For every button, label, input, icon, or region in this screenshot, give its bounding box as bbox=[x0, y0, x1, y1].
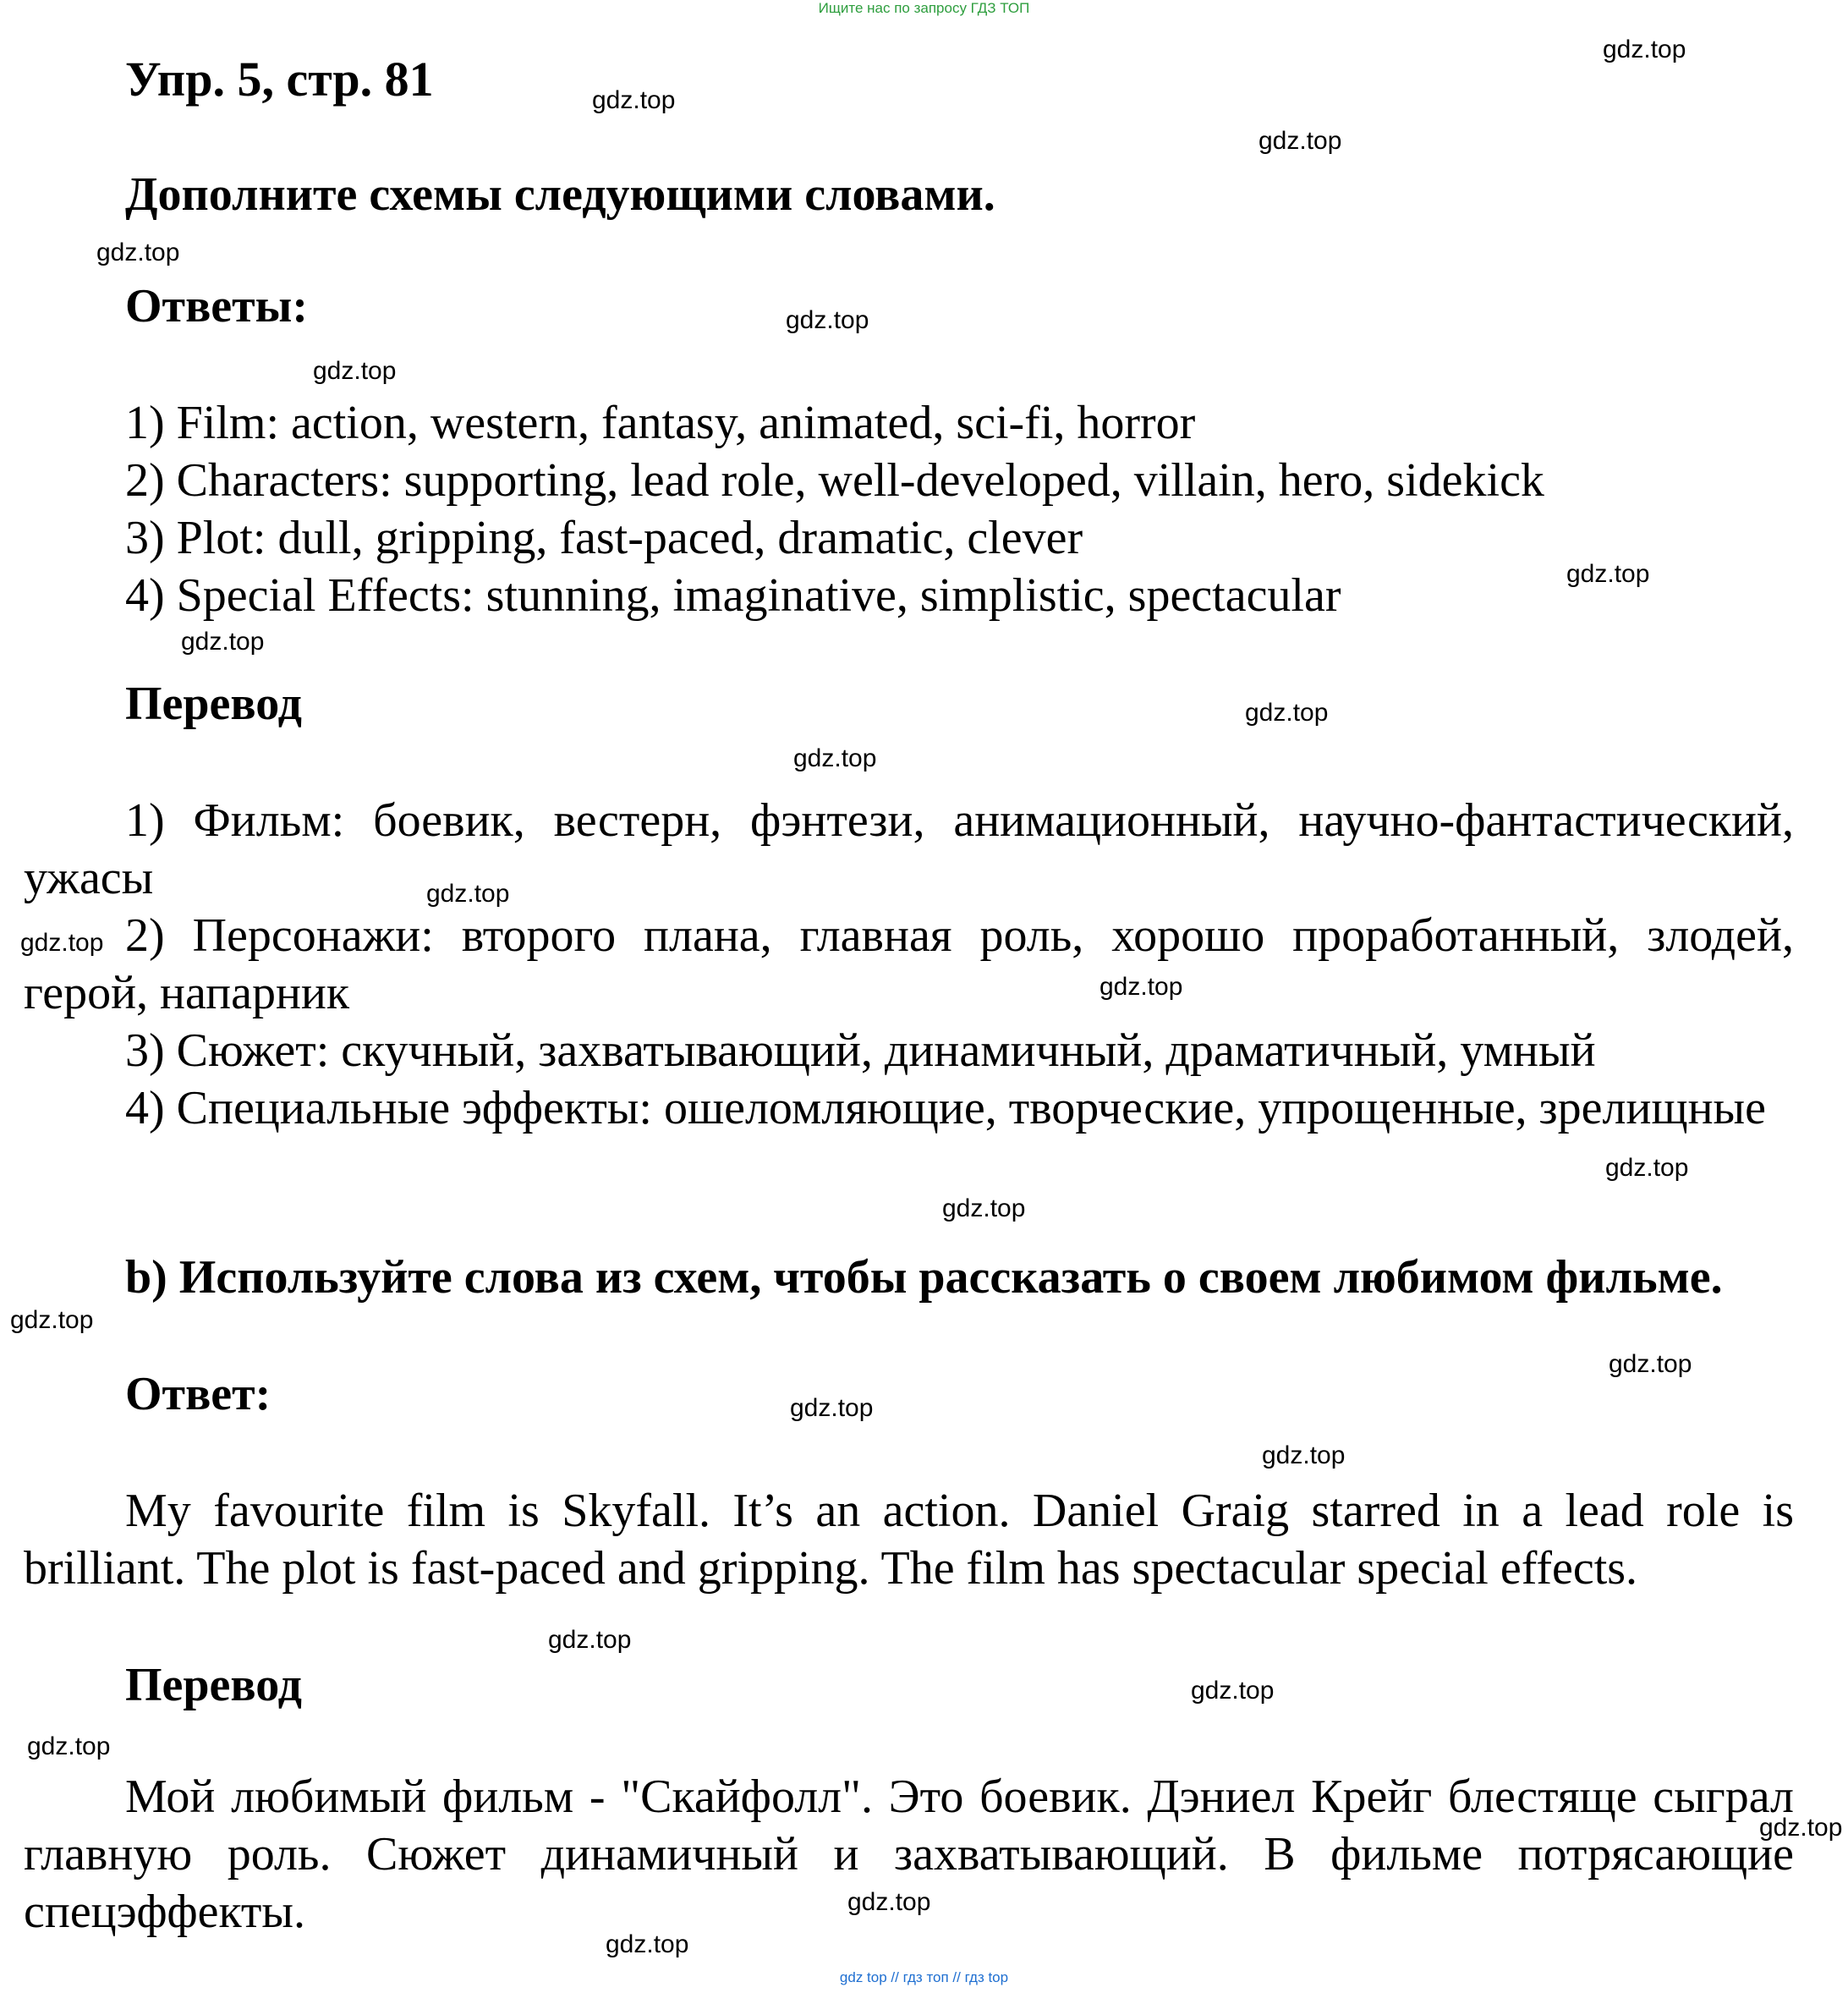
watermark: gdz.top bbox=[1191, 1677, 1275, 1705]
watermark: gdz.top bbox=[1259, 127, 1342, 155]
answer-item-characters: 2) Characters: supporting, lead role, well-developed, villain, hero, sidekick bbox=[125, 454, 1544, 507]
watermark: gdz.top bbox=[1759, 1814, 1843, 1842]
answers-heading: Ответы: bbox=[125, 280, 309, 332]
watermark: gdz.top bbox=[1609, 1350, 1692, 1378]
watermark: gdz.top bbox=[426, 880, 510, 908]
answers-list bbox=[125, 394, 1544, 624]
watermark: gdz.top bbox=[1603, 36, 1686, 63]
watermark: gdz.top bbox=[942, 1194, 1026, 1222]
watermark: gdz.top bbox=[27, 1732, 111, 1760]
task-b-instruction: b) Используйте слова из схем, чтобы рассказать о своем любимом фильме. bbox=[125, 1251, 1723, 1304]
answer-translation-paragraph: Мой любимый фильм - "Скайфолл". Это боевик. Дэниел Крейг блестяще сыграл главную роль. Сюжет динамичный и захватывающий. В фильме потрясающие спецэффекты. bbox=[24, 1771, 1794, 1938]
watermark: gdz.top bbox=[548, 1626, 632, 1654]
top-banner[interactable]: Ищите нас по запросу ГДЗ ТОП bbox=[818, 0, 1030, 16]
translation-item-plot: 3) Сюжет: скучный, захватывающий, динамичный, драматичный, умный bbox=[125, 1024, 1596, 1077]
answer-heading: Ответ: bbox=[125, 1368, 271, 1420]
watermark: gdz.top bbox=[20, 929, 104, 957]
watermark: gdz.top bbox=[606, 1930, 689, 1958]
watermark: gdz.top bbox=[1099, 973, 1183, 1001]
watermark: gdz.top bbox=[592, 86, 676, 114]
watermark: gdz.top bbox=[1605, 1154, 1689, 1182]
watermark: gdz.top bbox=[793, 744, 877, 772]
watermark: gdz.top bbox=[313, 357, 397, 385]
bottom-banner[interactable]: gdz top // гдз топ // гдз top bbox=[839, 1969, 1009, 1985]
watermark: gdz.top bbox=[1262, 1441, 1346, 1469]
watermark: gdz.top bbox=[96, 239, 180, 266]
watermark: gdz.top bbox=[10, 1306, 94, 1334]
answer-item-film: 1) Film: action, western, fantasy, animated, sci-fi, horror bbox=[125, 397, 1196, 449]
task-a-instruction: Дополните схемы следующими словами. bbox=[125, 168, 995, 221]
watermark: gdz.top bbox=[847, 1888, 931, 1916]
translation-item-characters: 2) Персонажи: второго плана, главная роль, хорошо проработанный, злодей, герой, напарник bbox=[24, 909, 1794, 1019]
answer-paragraph: My favourite film is Skyfall. It’s an action. Daniel Graig starred in a lead role is brilliant. The plot is fast-paced and gripping. The film has spectacular special effects. bbox=[24, 1485, 1794, 1595]
watermark: gdz.top bbox=[181, 628, 265, 656]
answer-item-plot: 3) Plot: dull, gripping, fast-paced, dramatic, clever bbox=[125, 512, 1083, 564]
watermark: gdz.top bbox=[1245, 699, 1329, 727]
watermark: gdz.top bbox=[786, 306, 869, 334]
translation-heading: Перевод bbox=[125, 678, 302, 730]
translation-item-film: 1) Фильм: боевик, вестерн, фэнтези, анимационный, научно-фантастический, ужасы bbox=[24, 794, 1794, 904]
watermark: gdz.top bbox=[1566, 560, 1650, 588]
answer-item-special-effects: 4) Special Effects: stunning, imaginative, simplistic, spectacular bbox=[125, 569, 1341, 622]
exercise-title: Упр. 5, стр. 81 bbox=[125, 52, 434, 107]
translation-item-special-effects: 4) Специальные эффекты: ошеломляющие, творческие, упрощенные, зрелищные bbox=[125, 1082, 1767, 1134]
answer-translation-heading: Перевод bbox=[125, 1659, 302, 1711]
watermark: gdz.top bbox=[790, 1394, 874, 1422]
